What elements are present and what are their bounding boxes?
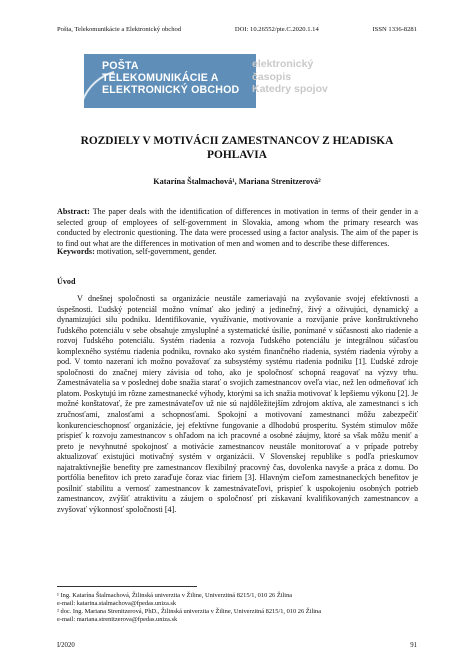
logo-line-1: POŠTA	[102, 60, 139, 72]
logo-swoosh-icon	[78, 68, 118, 108]
logo-gray-line-1: elektronický	[252, 58, 314, 70]
logo-gray-line-3: Katedry spojov	[252, 83, 328, 95]
footnote-1-email: e-mail: katarina.stalmachova@fpedas.uniza.sk	[57, 600, 177, 607]
paper-title: ROZDIELY V MOTIVÁCII ZAMESTNANCOV Z HĽADISKA POHLAVIA	[80, 135, 394, 161]
logo-line-3: ELEKTRONICKÝ OBCHOD	[102, 84, 240, 96]
doi: DOI: 10.26552/pte.C.2020.1.14	[234, 26, 319, 33]
page-number: 91	[410, 642, 417, 649]
keywords	[57, 247, 418, 258]
journal-name: Pošta, Telekomunikácie a Elektronický obchod	[57, 26, 182, 33]
keywords-text: motivation, self-government, gender.	[94, 247, 217, 256]
logo-gray-line-2: časopis	[252, 70, 292, 83]
footnote-2-email: e-mail: mariana.strenitzerova@fpedas.uniza.sk	[57, 616, 178, 623]
issn: ISSN 1336-8281	[372, 26, 417, 33]
abstract-label: Abstract:	[57, 207, 90, 216]
abstract-text: The paper deals with the identification of differences in motivation in terms of their gender in a selected group of employees of self-government in Slovakia, among whom the primary research was conducted by electronic questioning. The data were processed using a factor analysis. The aim of the paper is to find out what are the differences in motivation of men and women and to describe these differences.	[57, 207, 418, 248]
journal-logo	[84, 54, 374, 112]
footnote-2: ² doc. Ing. Mariana Strenitzerová, PhD., Žilinská univerzita v Žiline, Univerzitná 8215/1, 010 26 Žilina	[57, 608, 322, 615]
logo-gray-text	[252, 58, 328, 96]
logo-line-2: TELEKOMUNIKÁCIE A	[102, 72, 219, 84]
footnote-1: ¹ Ing. Katarína Štalmachová, Žilinská univerzita v Žiline, Univerzitná 8215/1, 010 26 Žilina	[57, 592, 293, 599]
footnote-rule	[57, 586, 197, 587]
abstract	[57, 207, 418, 249]
paper-authors: Katarína Štalmachová¹, Mariana Strenitzerová²	[153, 177, 321, 186]
running-header	[57, 26, 417, 33]
issue-number: I/2020	[57, 642, 75, 649]
section-title: Úvod	[57, 277, 76, 286]
body-paragraph: V dnešnej spoločnosti sa organizácie neustále zameriavajú na zvyšovanie svojej efektívnosti a úspešnosti. Ľudský potenciál možno vnímať ako jediný a jedinečný, živý a oživujúci, dynamický a dynamizujúci silu podniku. Identifikovanie, využívanie, motivovanie a rozvíjanie práve konštruktívneho ľudského potenciálu v sebe obsahuje zmysluplné a systematické úsilie, ponímané v súčasnosti ako riadenie a rozvoj ľudského potenciálu. Systém riadenia a rozvoja ľudského potenciálu je integrálnou súčasťou komplexného systému riadenia podniku, rovnako ako systém finančného riadenia, systém riadenia výroby a pod. V tomto nazeraní ich možno považovať za subsystémy systému riadenia podniku [1]. Ľudské zdroje spoločnosti do značnej miery závisia od toho, ako je spoločnosť schopná reagovať na výzvy trhu. Zamestnávatelia sa v poslednej dobe snažia starať o svojich zamestnancov oveľa viac, než len odmeňovať ich platom. Poskytujú im rôzne zamestnanecké výhody, ktorými sa ich snažia motivovať k lepšiemu výkonu [2]. Je možné konštatovať, že pre zamestnávateľov už nie sú najdôležitejším zdrojom aktíva, ale zamestnanci s ich zručnosťami, znalosťami a schopnosťami. Spokojní a motivovaní zamestnanci môžu zabezpečiť konkurencieschopnosť organizácie, jej efektívne fungovanie a dlhodobú prosperitu. Systém stimulov môže prispieť k rozvoju zamestnancov s ohľadom na ich pracovné a osobné záujmy, ktoré sa však môžu meniť a preto je nevyhnutné spokojnosť a motivácie zamestnancov neustále monitorovať a v prípade potreby aktualizovať existujúci motivačný systém v organizácii. V Slovenskej republike s podľa prieskumov najatraktívnejšie benefity pre zamestnancov flexibilný pracovný čas, dovolenka navyše a práca z domu. Do portfólia benefitov ich preto zaraďuje čoraz viac firiem [3]. Hlavným cieľom zamestnaneckých benefitov je posilniť stabilitu a vernosť zamestnancov k zamestnávateľovi, prispieť k uspokojeniu osobných potrieb zamestnancov, zvýšiť atraktivitu a záujem o spoločnosť pri získavaní kvalifikovaných zamestnancov a zvyšovať výkonnosť spoločnosti [4].	[57, 294, 418, 514]
page-footer	[57, 642, 417, 649]
keywords-label: Keywords:	[57, 247, 95, 256]
